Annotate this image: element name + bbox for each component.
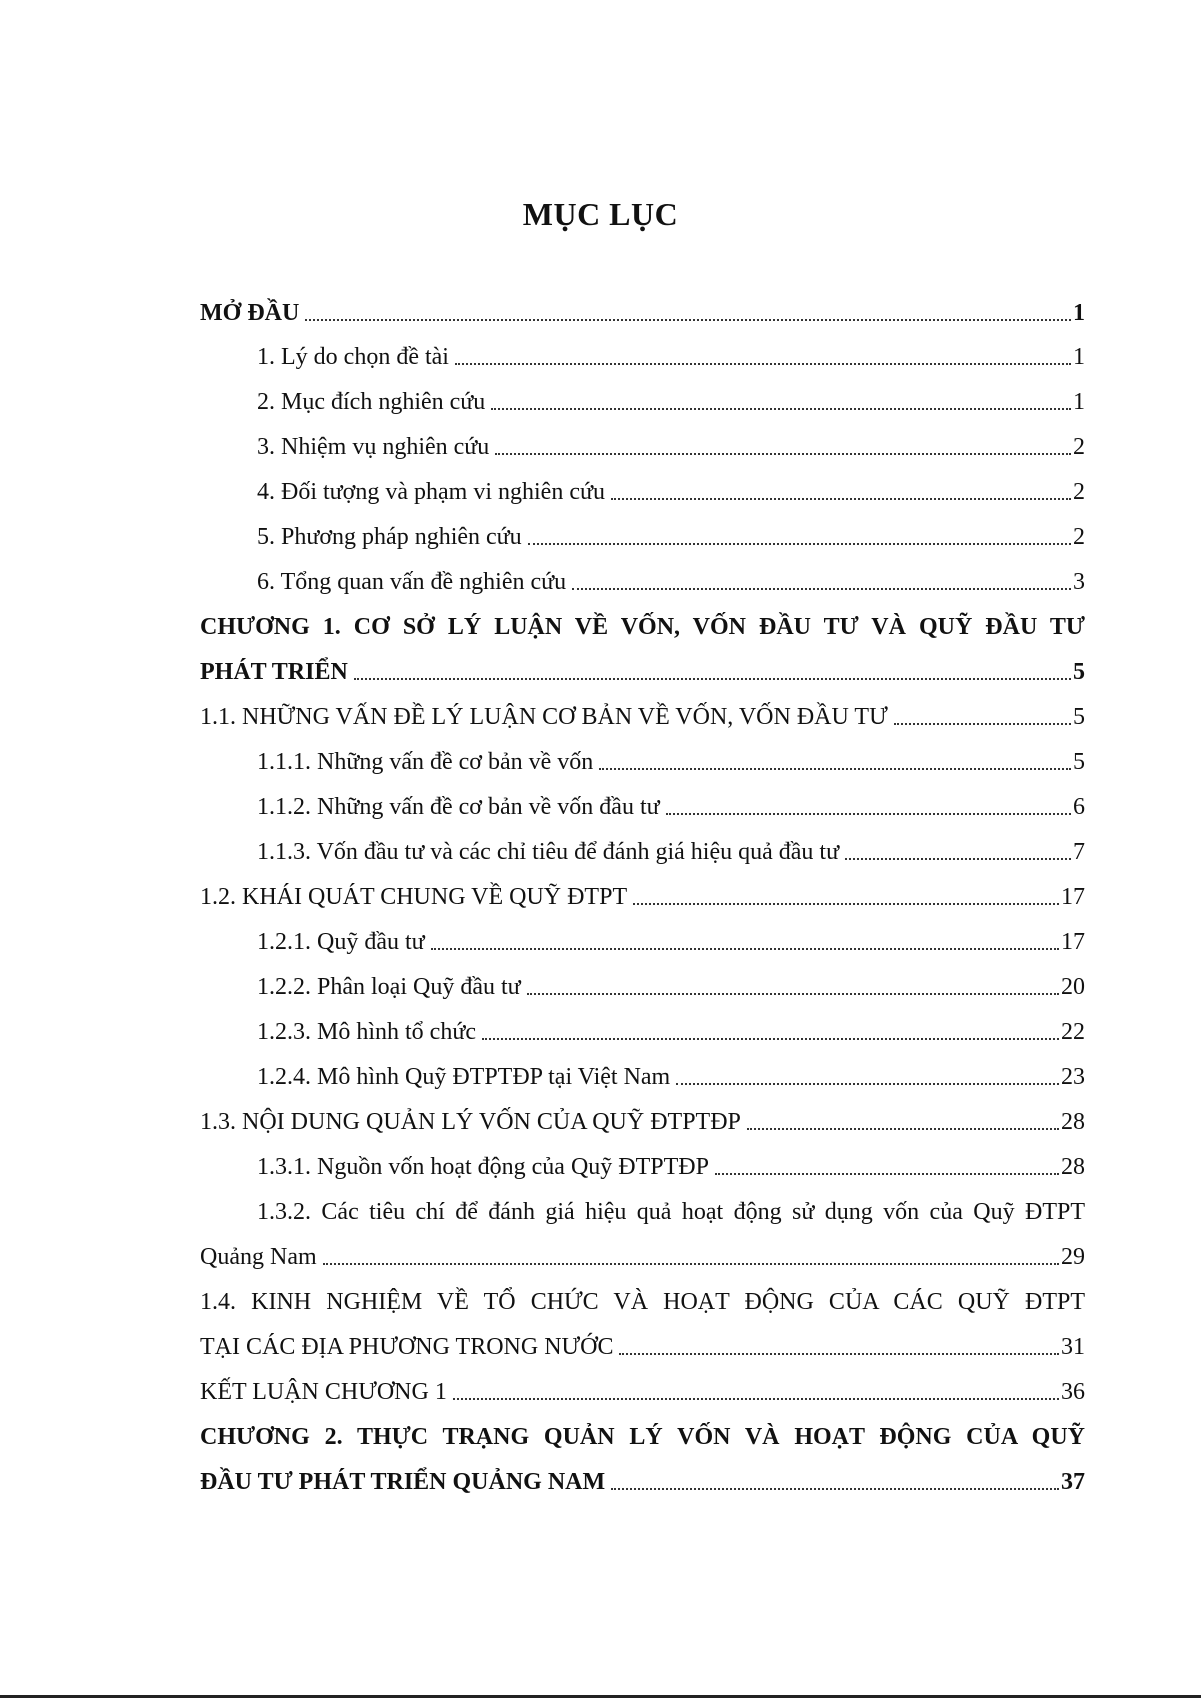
toc-entry-label: Quảng Nam bbox=[200, 1244, 317, 1270]
toc-entry-label: 2. Mục đích nghiên cứu bbox=[257, 389, 486, 415]
dot-leader bbox=[611, 498, 1071, 500]
dot-leader bbox=[619, 1353, 1059, 1355]
toc-entry-label: 1.1.2. Những vấn đề cơ bản về vốn đầu tư bbox=[257, 794, 660, 820]
toc-entry[interactable] bbox=[257, 971, 1085, 1003]
dot-leader bbox=[495, 453, 1071, 455]
dot-leader bbox=[611, 1488, 1059, 1490]
toc-entry[interactable] bbox=[257, 566, 1085, 598]
dot-leader bbox=[323, 1263, 1059, 1265]
toc-entry[interactable] bbox=[257, 791, 1085, 823]
toc-entry[interactable] bbox=[200, 881, 1085, 913]
toc-page-number: 2 bbox=[1073, 434, 1085, 460]
toc-page-number: 20 bbox=[1061, 974, 1085, 1000]
toc-page-number: 31 bbox=[1061, 1334, 1085, 1360]
toc-page-number: 7 bbox=[1073, 839, 1085, 865]
toc-page-number: 36 bbox=[1061, 1379, 1085, 1405]
toc-page-number: 17 bbox=[1061, 884, 1085, 910]
toc-entry[interactable] bbox=[257, 1061, 1085, 1093]
toc-entry-label: ĐẦU TƯ PHÁT TRIỂN QUẢNG NAM bbox=[200, 1469, 606, 1495]
dot-leader bbox=[599, 768, 1071, 770]
toc-page-number: 5 bbox=[1073, 749, 1085, 775]
toc-entry-label: 5. Phương pháp nghiên cứu bbox=[257, 524, 522, 550]
toc-entry-1-4[interactable] bbox=[200, 1331, 1085, 1363]
toc-entry-label: 1.2.1. Quỹ đầu tư bbox=[257, 929, 425, 955]
toc-entry-1-3-2[interactable] bbox=[200, 1241, 1085, 1273]
dot-leader bbox=[666, 813, 1071, 815]
toc-entry-label: 1.1. NHỮNG VẤN ĐỀ LÝ LUẬN CƠ BẢN VỀ VỐN, VỐN ĐẦU TƯ bbox=[200, 704, 888, 730]
toc-entry[interactable] bbox=[257, 1151, 1085, 1183]
toc-page-number: 5 bbox=[1073, 704, 1085, 730]
toc-entry-label: MỞ ĐẦU bbox=[200, 300, 300, 326]
toc-entry-label: 1.2. KHÁI QUÁT CHUNG VỀ QUỸ ĐTPT bbox=[200, 884, 628, 910]
toc-page-number: 28 bbox=[1061, 1154, 1085, 1180]
dot-leader bbox=[491, 408, 1071, 410]
toc-entry-1-4-line1[interactable]: 1.4. KINH NGHIỆM VỀ TỔ CHỨC VÀ HOẠT ĐỘNG CỦA CÁC QUỸ ĐTPT bbox=[200, 1289, 1085, 1315]
toc-entry-label: TẠI CÁC ĐỊA PHƯƠNG TRONG NƯỚC bbox=[200, 1334, 614, 1360]
dot-leader bbox=[845, 858, 1071, 860]
page-title: MỤC LỤC bbox=[522, 196, 679, 232]
dot-leader bbox=[527, 993, 1059, 995]
toc-entry[interactable] bbox=[200, 701, 1085, 733]
toc-entry-label: 1.2.3. Mô hình tổ chức bbox=[257, 1019, 476, 1045]
toc-entry-label: PHÁT TRIỂN bbox=[200, 659, 348, 685]
toc-entry[interactable] bbox=[257, 341, 1085, 373]
toc-entry[interactable] bbox=[257, 431, 1085, 463]
toc-entry-label: 1.3.1. Nguồn vốn hoạt động của Quỹ ĐTPTĐP bbox=[257, 1154, 709, 1180]
toc-entry-label: 1.2.4. Mô hình Quỹ ĐTPTĐP tại Việt Nam bbox=[257, 1064, 671, 1090]
toc-page-number: 1 bbox=[1073, 300, 1085, 326]
toc-entry[interactable] bbox=[257, 926, 1085, 958]
toc-entry-label: 1.3. NỘI DUNG QUẢN LÝ VỐN CỦA QUỸ ĐTPTĐP bbox=[200, 1109, 741, 1135]
toc-page-number: 1 bbox=[1073, 389, 1085, 415]
dot-leader bbox=[354, 678, 1071, 680]
toc-entry-chapter-2[interactable] bbox=[200, 1466, 1085, 1498]
toc-entry-label: 1. Lý do chọn đề tài bbox=[257, 344, 449, 370]
toc-page-number: 1 bbox=[1073, 344, 1085, 370]
toc-page-number: 22 bbox=[1061, 1019, 1085, 1045]
dot-leader bbox=[633, 903, 1059, 905]
toc-page-number: 17 bbox=[1061, 929, 1085, 955]
toc-entry-ket-luan-chuong-1[interactable] bbox=[200, 1376, 1085, 1408]
toc-entry[interactable] bbox=[257, 386, 1085, 418]
toc-page-number: 2 bbox=[1073, 479, 1085, 505]
toc-entry-chapter-2-line1[interactable]: CHƯƠNG 2. THỰC TRẠNG QUẢN LÝ VỐN VÀ HOẠT ĐỘNG CỦA QUỸ bbox=[200, 1424, 1085, 1450]
toc-page-number: 6 bbox=[1073, 794, 1085, 820]
dot-leader bbox=[572, 588, 1071, 590]
toc-entry-chapter-1[interactable] bbox=[200, 656, 1085, 688]
toc-page-number: 29 bbox=[1061, 1244, 1085, 1270]
toc-entry[interactable] bbox=[257, 521, 1085, 553]
toc-entry-label: 4. Đối tượng và phạm vi nghiên cứu bbox=[257, 479, 605, 505]
toc-entry[interactable] bbox=[257, 836, 1085, 868]
toc-entry-1-3-2-line1[interactable]: 1.3.2. Các tiêu chí để đánh giá hiệu quả hoạt động sử dụng vốn của Quỹ ĐTPT bbox=[257, 1199, 1085, 1225]
toc-entry[interactable] bbox=[200, 1106, 1085, 1138]
toc-entry-label: KẾT LUẬN CHƯƠNG 1 bbox=[200, 1379, 447, 1405]
dot-leader bbox=[431, 948, 1059, 950]
toc-page-number: 23 bbox=[1061, 1064, 1085, 1090]
toc-entry-label: 6. Tổng quan vấn đề nghiên cứu bbox=[257, 569, 567, 595]
dot-leader bbox=[676, 1083, 1059, 1085]
toc-entry[interactable] bbox=[257, 746, 1085, 778]
dot-leader bbox=[482, 1038, 1059, 1040]
toc-entry-label: 1.2.2. Phân loại Quỹ đầu tư bbox=[257, 974, 521, 1000]
dot-leader bbox=[305, 319, 1071, 321]
dot-leader bbox=[894, 723, 1071, 725]
toc-entry-label: 3. Nhiệm vụ nghiên cứu bbox=[257, 434, 490, 460]
toc-entry[interactable] bbox=[257, 1016, 1085, 1048]
toc-page-number: 5 bbox=[1073, 659, 1085, 685]
dot-leader bbox=[453, 1398, 1059, 1400]
toc-page-number: 37 bbox=[1061, 1469, 1085, 1495]
toc-entry-label: 1.1.3. Vốn đầu tư và các chỉ tiêu để đánh giá hiệu quả đầu tư bbox=[257, 839, 840, 865]
dot-leader bbox=[528, 543, 1071, 545]
toc-entry-mo-dau[interactable] bbox=[200, 297, 1085, 329]
toc-entry[interactable] bbox=[257, 476, 1085, 508]
toc-page-number: 3 bbox=[1073, 569, 1085, 595]
toc-entry-chapter-1-line1[interactable]: CHƯƠNG 1. CƠ SỞ LÝ LUẬN VỀ VỐN, VỐN ĐẦU TƯ VÀ QUỸ ĐẦU TƯ bbox=[200, 614, 1085, 640]
toc-page-number: 28 bbox=[1061, 1109, 1085, 1135]
dot-leader bbox=[715, 1173, 1059, 1175]
dot-leader bbox=[747, 1128, 1059, 1130]
toc-page-number: 2 bbox=[1073, 524, 1085, 550]
dot-leader bbox=[455, 363, 1071, 365]
toc-entry-label: 1.1.1. Những vấn đề cơ bản về vốn bbox=[257, 749, 594, 775]
